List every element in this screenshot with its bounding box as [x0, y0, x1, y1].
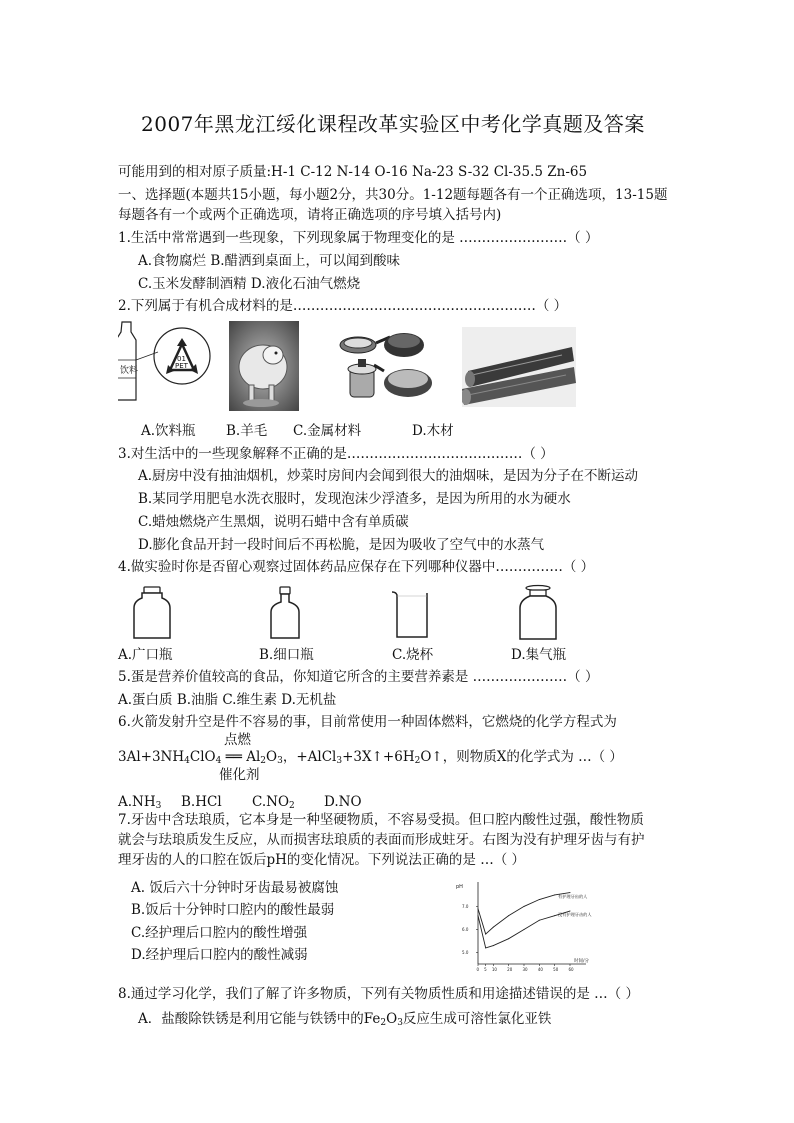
q2-option-c: C.金属材料: [293, 423, 362, 439]
data-point: [524, 906, 525, 907]
q3-option-d: D.膨化食品开封一段时间后不再松脆，是因为吸收了空气中的水蒸气: [138, 537, 545, 553]
series-label-0: 有护理牙齿的人: [558, 894, 588, 899]
section-heading-line1: 一、选择题(本题共15小题，每小题2分，共30分。1-12题每题各有一个正确选项，13-15题: [118, 187, 668, 203]
q2-stem: 2.下列属于有机合成材料的是………………………………………………（ ）: [118, 298, 568, 314]
q6-equation: $3Al+3NH_4ClO_4$ ══ $Al_2O_3$，$+AlCl_3+3X↑+6H_2O↑$，则物质X的化学式为 …（ ）: [118, 749, 623, 766]
q5-options: A.蛋白质 B.油脂 C.维生素 D.无机盐: [118, 692, 337, 708]
x-tick-label: 40: [537, 967, 543, 972]
q4-option-d: D.集气瓶: [511, 647, 567, 663]
section-heading-line2: 每题各有一个或两个正确选项，请将正确选项的序号填入括号内): [118, 207, 502, 223]
q2-image-bottle: [118, 320, 218, 408]
narrow-mouth-bottle-icon: [268, 585, 302, 641]
gas-collecting-bottle-icon: [518, 584, 558, 642]
q2-image-sheep: [229, 321, 299, 411]
q1-stem: 1.生活中常常遇到一些现象，下列现象属于物理变化的是 ……………………（ ）: [118, 230, 599, 246]
ph-chart-svg: [450, 876, 608, 976]
q6-option-a: $A.NH_3$: [118, 794, 162, 811]
data-point: [485, 947, 486, 948]
data-point: [554, 894, 555, 895]
q2-image-metal: [328, 321, 438, 409]
data-point: [524, 929, 525, 930]
q1-options-ab: A.食物腐烂 B.醋洒到桌面上，可以闻到酸味: [138, 253, 401, 269]
q2-option-d: D.木材: [412, 423, 454, 439]
q2-image-wood: [462, 327, 576, 407]
q2-option-b: B.羊毛: [226, 423, 268, 439]
atomic-masses: 可能用到的相对原子质量:H-1 C-12 N-14 O-16 Na-23 S-32 Cl-35.5 Zn-65: [118, 164, 588, 180]
q7-option-d: D.经护理后口腔内的酸性减弱: [131, 947, 308, 963]
q8-stem: 8.通过学习化学，我们了解了许多物质，下列有关物质性质和用途描述错误的是 …（ ）: [118, 986, 639, 1002]
x-tick-label: 30: [522, 967, 528, 972]
q2-option-a: A.饮料瓶: [141, 423, 196, 439]
series-label-1: 没有护理牙齿的人: [558, 912, 592, 917]
q7-option-a: A. 饭后六十分钟时牙齿最易被腐蚀: [131, 880, 339, 896]
data-point: [539, 899, 540, 900]
recycle-code: PET: [175, 362, 188, 370]
q6-condition-ignite: 点燃: [224, 732, 251, 748]
q4-option-c: C.烧杯: [392, 647, 434, 663]
q4-option-a: A.广口瓶: [118, 647, 173, 663]
q6-option-d: D.NO: [324, 794, 362, 810]
x-tick-label: 20: [507, 967, 513, 972]
q6-option-c: $C.NO_2$: [252, 794, 295, 811]
q8-option-a: A．盐酸除铁锈是利用它能与铁锈中的$Fe_2O_3$反应生成可溶性氯化亚铁: [138, 1011, 552, 1028]
q5-stem: 5.蛋是营养价值较高的食品，你知道它所含的主要营养素是 …………………（ ）: [118, 669, 599, 685]
x-tick-label: 5: [484, 967, 487, 972]
q7-stem-line1: 7.牙齿中含珐琅质，它本身是一种坚硬物质，不容易受损。但口腔内酸性过强，酸性物质: [118, 812, 644, 828]
data-point: [485, 934, 486, 935]
y-tick-label: 6.0: [462, 926, 469, 932]
wide-mouth-bottle-icon: [132, 585, 172, 641]
q6-condition-catalyst: 催化剂: [219, 767, 260, 783]
x-tick-label: 60: [568, 967, 574, 972]
ph-chart: [450, 876, 608, 976]
data-point: [493, 945, 494, 946]
q7-stem-line3: 理牙齿的人的口腔在饭后pH的变化情况。下列说法正确的是 …（ ）: [118, 852, 525, 868]
y-tick-label: 7.0: [462, 903, 469, 909]
data-point: [539, 920, 540, 921]
recycle-number: 01: [177, 355, 186, 363]
data-point: [493, 927, 494, 928]
x-axis-label: 时间/分: [574, 959, 590, 964]
data-point: [478, 915, 479, 916]
x-tick-label: 50: [553, 967, 559, 972]
q7-option-c: C.经护理后口腔内的酸性增强: [131, 925, 308, 941]
data-point: [570, 892, 571, 893]
bottle-label: 饮料: [120, 366, 139, 376]
q6-option-b: B.HCl: [181, 794, 222, 810]
data-point: [508, 915, 509, 916]
x-tick-label: 10: [491, 967, 497, 972]
q3-option-c: C.蜡烛燃烧产生黑烟，说明石蜡中含有单质碳: [138, 514, 409, 530]
beaker-icon: [390, 590, 432, 640]
q4-stem: 4.做实验时你是否留心观察过固体药品应保存在下列哪种仪器中……………（ ）: [118, 559, 595, 575]
series-line-0: [478, 893, 570, 934]
data-point: [554, 915, 555, 916]
x-tick-label: 0: [476, 967, 480, 972]
page-title: 2007年黑龙江绥化课程改革实验区中考化学真题及答案: [141, 112, 645, 136]
q6-stem: 6.火箭发射升空是件不容易的事，目前常使用一种固体燃料，它燃烧的化学方程式为: [118, 714, 617, 730]
q7-option-b: B.饭后十分钟时口腔内的酸性最弱: [131, 902, 335, 918]
q3-stem: 3.对生活中的一些现象解释不正确的是…………………………………（ ）: [118, 446, 554, 462]
y-axis-label: pH: [456, 884, 463, 890]
q7-stem-line2: 就会与珐琅质发生反应，从而损害珐琅质的表面而形成蛀牙。右图为没有护理牙齿与有护: [118, 832, 645, 848]
data-point: [478, 908, 479, 909]
y-tick-label: 5.0: [462, 949, 469, 955]
q1-options-cd: C.玉米发酵制酒精 D.液化石油气燃烧: [138, 276, 361, 292]
q3-option-a: A.厨房中没有抽油烟机，炒菜时房间内会闻到很大的油烟味，是因为分子在不断运动: [138, 468, 639, 484]
q3-option-b: B.某同学用肥皂水洗衣服时，发现泡沫少浮渣多，是因为所用的水为硬水: [138, 491, 571, 507]
q4-option-b: B.细口瓶: [259, 647, 314, 663]
data-point: [508, 938, 509, 939]
